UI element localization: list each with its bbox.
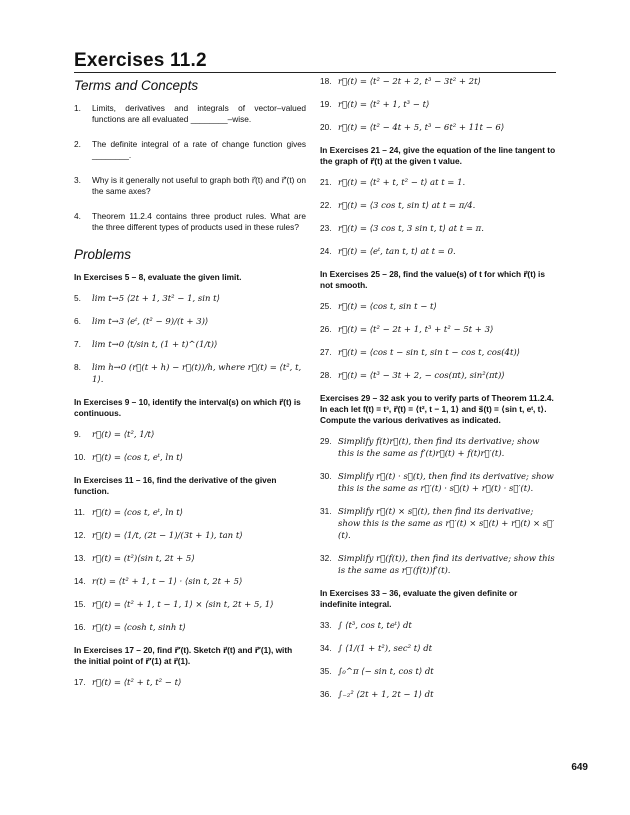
exercise-item — [320, 200, 556, 212]
exercise-expression: r⃗(t) = ⟨cos t, eᵗ, ln t⟩ — [92, 453, 183, 463]
exercise-number: 19. — [320, 99, 332, 109]
page-title: Exercises 11.2 — [74, 50, 207, 71]
exercise-item — [74, 622, 306, 634]
exercise-expression: r⃗(t) = ⟨t² − 2t + 2, t³ − 3t² + 2t⟩ — [338, 77, 481, 87]
exercise-number: 26. — [320, 324, 332, 334]
exercise-item — [320, 301, 556, 313]
exercise-expression: r⃗(t) = ⟨eᵗ, tan t, t⟩ at t = 0. — [338, 247, 456, 257]
exercise-number: 4. — [74, 211, 81, 221]
exercise-expression: r⃗(t) = ⟨t² + 1, t³ − t⟩ — [338, 100, 430, 110]
section-instructions: In Exercises 5 – 8, evaluate the given limit. — [74, 272, 242, 282]
exercise-item — [320, 436, 556, 460]
exercise-expression: r⃗(t) = ⟨t² + t, t² − t⟩ at t = 1. — [338, 178, 466, 188]
exercise-item — [320, 689, 556, 701]
exercise-number: 17. — [74, 677, 86, 687]
section-instructions: In Exercises 25 – 28, find the value(s) of t for which r⃗(t) is not smooth. — [320, 269, 545, 290]
exercise-number: 7. — [74, 339, 81, 349]
exercise-expression: r⃗(t) = ⟨1/t, (2t − 1)/(3t + 1), tan t⟩ — [92, 531, 243, 541]
exercise-item — [74, 576, 306, 588]
exercise-number: 22. — [320, 200, 332, 210]
exercise-number: 3. — [74, 175, 81, 185]
title-rule — [74, 72, 556, 73]
exercise-number: 32. — [320, 553, 332, 563]
exercise-number: 20. — [320, 122, 332, 132]
exercise-number: 1. — [74, 103, 81, 113]
exercise-number: 18. — [320, 76, 332, 86]
terms-heading: Terms and Concepts — [74, 78, 199, 93]
exercise-item — [74, 530, 306, 542]
concept-item — [74, 139, 306, 161]
left-problems — [74, 272, 306, 689]
right-problems — [320, 76, 556, 701]
section-instructions: In Exercises 17 – 20, find r⃗′(t). Sketch r⃗(t) and r⃗′(1), with the initial point of r⃗′(1) at r⃗(1). — [74, 645, 293, 666]
exercise-expression: r⃗(t) = ⟨t² + 1, t − 1, 1⟩ × ⟨sin t, 2t + 5, 1⟩ — [92, 600, 274, 610]
exercise-item — [320, 643, 556, 655]
exercise-number: 9. — [74, 429, 81, 439]
concept-item — [74, 175, 306, 197]
exercise-number: 25. — [320, 301, 332, 311]
exercise-item — [320, 666, 556, 678]
section-instructions: In Exercises 9 – 10, identify the interval(s) on which r⃗(t) is continuous. — [74, 397, 301, 418]
exercise-item — [74, 362, 306, 386]
exercise-expression: lim h→0 (r⃗(t + h) − r⃗(t))/h, where r⃗(t) = ⟨t², t, 1⟩. — [92, 363, 302, 385]
exercise-number: 11. — [74, 507, 85, 517]
exercise-number: 35. — [320, 666, 332, 676]
exercise-number: 12. — [74, 530, 86, 540]
exercise-number: 27. — [320, 347, 332, 357]
concept-item — [74, 211, 306, 233]
left-column — [74, 76, 306, 700]
concepts-list — [74, 103, 306, 233]
exercise-item — [74, 339, 306, 351]
page-number: 649 — [571, 762, 588, 773]
exercise-expression: r⃗(t) = ⟨cos t, sin t − t⟩ — [338, 302, 437, 312]
exercise-item — [74, 316, 306, 328]
exercise-number: 36. — [320, 689, 332, 699]
exercise-item — [74, 452, 306, 464]
exercise-expression: Simplify r⃗(t) × s⃗(t), then find its derivative; show this is the same as r⃗′(t) × s⃗(t) + r⃗(t) × s⃗′(t). — [338, 507, 555, 541]
exercise-expression: ∫ ⟨1/(1 + t²), sec² t⟩ dt — [338, 644, 433, 654]
exercise-text: Why is it generally not useful to graph both r⃗(t) and r⃗′(t) on the same axes? — [92, 175, 306, 196]
exercise-expression: lim t→0 ⟨t/sin t, (1 + t)^(1/t)⟩ — [92, 340, 218, 350]
section-instructions: Exercises 29 – 32 ask you to verify parts of Theorem 11.2.4. In each let f(t) = t³, r⃗(t) = ⟨t², t − 1, 1⟩ and s⃗(t) = ⟨sin t, eᵗ, t⟩. Compute the various derivatives as indicated. — [320, 393, 554, 425]
exercise-number: 15. — [74, 599, 86, 609]
exercise-item — [320, 99, 556, 111]
exercise-number: 14. — [74, 576, 86, 586]
exercise-item — [74, 293, 306, 305]
exercise-item — [74, 599, 306, 611]
exercise-expression: ∫ ⟨t³, cos t, teᵗ⟩ dt — [338, 621, 412, 631]
exercise-expression: r⃗(t) = ⟨cos t − sin t, sin t − cos t, cos(4t)⟩ — [338, 348, 520, 358]
exercise-number: 33. — [320, 620, 332, 630]
exercise-number: 31. — [320, 506, 332, 516]
exercise-number: 13. — [74, 553, 86, 563]
exercise-item — [320, 76, 556, 88]
exercise-text: Limits, derivatives and integrals of vector–valued functions are all evaluated ________–wise. — [92, 103, 306, 124]
exercise-item — [74, 677, 306, 689]
section-instructions: In Exercises 33 – 36, evaluate the given definite or indefinite integral. — [320, 588, 518, 609]
exercise-number: 29. — [320, 436, 332, 446]
exercise-item — [320, 223, 556, 235]
exercise-item — [320, 324, 556, 336]
exercise-expression: Simplify r⃗(f(t)), then find its derivative; show this is the same as r⃗′(f(t))f′(t). — [338, 554, 555, 576]
exercise-text: The definite integral of a rate of change function gives ________. — [92, 139, 306, 160]
exercise-number: 10. — [74, 452, 86, 462]
exercise-expression: r(t) = ⟨t² + 1, t − 1⟩ · ⟨sin t, 2t + 5⟩ — [92, 577, 243, 587]
exercise-item — [74, 429, 306, 441]
exercise-expression: r⃗(t) = ⟨cos t, eᵗ, ln t⟩ — [92, 508, 183, 518]
problems-heading: Problems — [74, 247, 132, 262]
exercise-expression: Simplify r⃗(t) · s⃗(t), then find its derivative; show this is the same as r⃗′(t) · s⃗(t) + r⃗(t) · s⃗′(t). — [338, 472, 554, 494]
exercise-expression: r⃗(t) = ⟨3 cos t, sin t⟩ at t = π/4. — [338, 201, 476, 211]
exercise-expression: r⃗(t) = ⟨3 cos t, 3 sin t, t⟩ at t = π. — [338, 224, 484, 234]
exercise-item — [320, 246, 556, 258]
exercise-item — [320, 506, 556, 542]
exercise-item — [320, 177, 556, 189]
section-instructions: In Exercises 21 – 24, give the equation of the line tangent to the graph of r⃗(t) at the given t value. — [320, 145, 556, 166]
exercise-text: Theorem 11.2.4 contains three product rules. What are the three different types of products used in these rules? — [92, 211, 306, 232]
exercise-number: 6. — [74, 316, 81, 326]
exercise-item — [320, 347, 556, 359]
exercise-expression: ∫₋₂² ⟨2t + 1, 2t − 1⟩ dt — [338, 690, 434, 700]
exercise-item — [320, 471, 556, 495]
exercise-number: 5. — [74, 293, 81, 303]
exercise-expression: r⃗(t) = ⟨t³ − 3t + 2, − cos(πt), sin²(πt)⟩ — [338, 371, 505, 381]
section-instructions: In Exercises 11 – 16, find the derivative of the given function. — [74, 475, 277, 496]
exercise-number: 23. — [320, 223, 332, 233]
exercise-item — [74, 553, 306, 565]
exercise-number: 2. — [74, 139, 81, 149]
exercise-item — [320, 553, 556, 577]
exercise-item — [320, 370, 556, 382]
exercise-expression: r⃗(t) = ⟨t² + t, t² − t⟩ — [92, 678, 182, 688]
exercise-expression: Simplify f(t)r⃗(t), then find its derivative; show this is the same as f′(t)r⃗(t) + f(t)r⃗′(t). — [338, 437, 540, 459]
concept-item — [74, 103, 306, 125]
exercise-number: 21. — [320, 177, 332, 187]
exercise-expression: r⃗(t) = ⟨t², 1/t⟩ — [92, 430, 155, 440]
exercise-number: 28. — [320, 370, 332, 380]
exercise-item — [74, 507, 306, 519]
exercise-expression: lim t→5 ⟨2t + 1, 3t² − 1, sin t⟩ — [92, 294, 220, 304]
exercise-expression: ∫₀^π ⟨− sin t, cos t⟩ dt — [338, 667, 434, 677]
exercise-item — [320, 122, 556, 134]
exercise-number: 8. — [74, 362, 81, 372]
exercise-number: 34. — [320, 643, 332, 653]
exercise-expression: r⃗(t) = ⟨cosh t, sinh t⟩ — [92, 623, 186, 633]
exercise-expression: lim t→3 ⟨eᵗ, (t² − 9)/(t + 3)⟩ — [92, 317, 209, 327]
exercise-number: 16. — [74, 622, 86, 632]
right-column — [320, 76, 556, 712]
exercise-item — [320, 620, 556, 632]
exercise-expression: r⃗(t) = ⟨t² − 2t + 1, t³ + t² − 5t + 3⟩ — [338, 325, 494, 335]
exercise-number: 24. — [320, 246, 332, 256]
exercise-expression: r⃗(t) = ⟨t² − 4t + 5, t³ − 6t² + 11t − 6⟩ — [338, 123, 505, 133]
exercise-number: 30. — [320, 471, 332, 481]
exercise-expression: r⃗(t) = (t²)⟨sin t, 2t + 5⟩ — [92, 554, 195, 564]
